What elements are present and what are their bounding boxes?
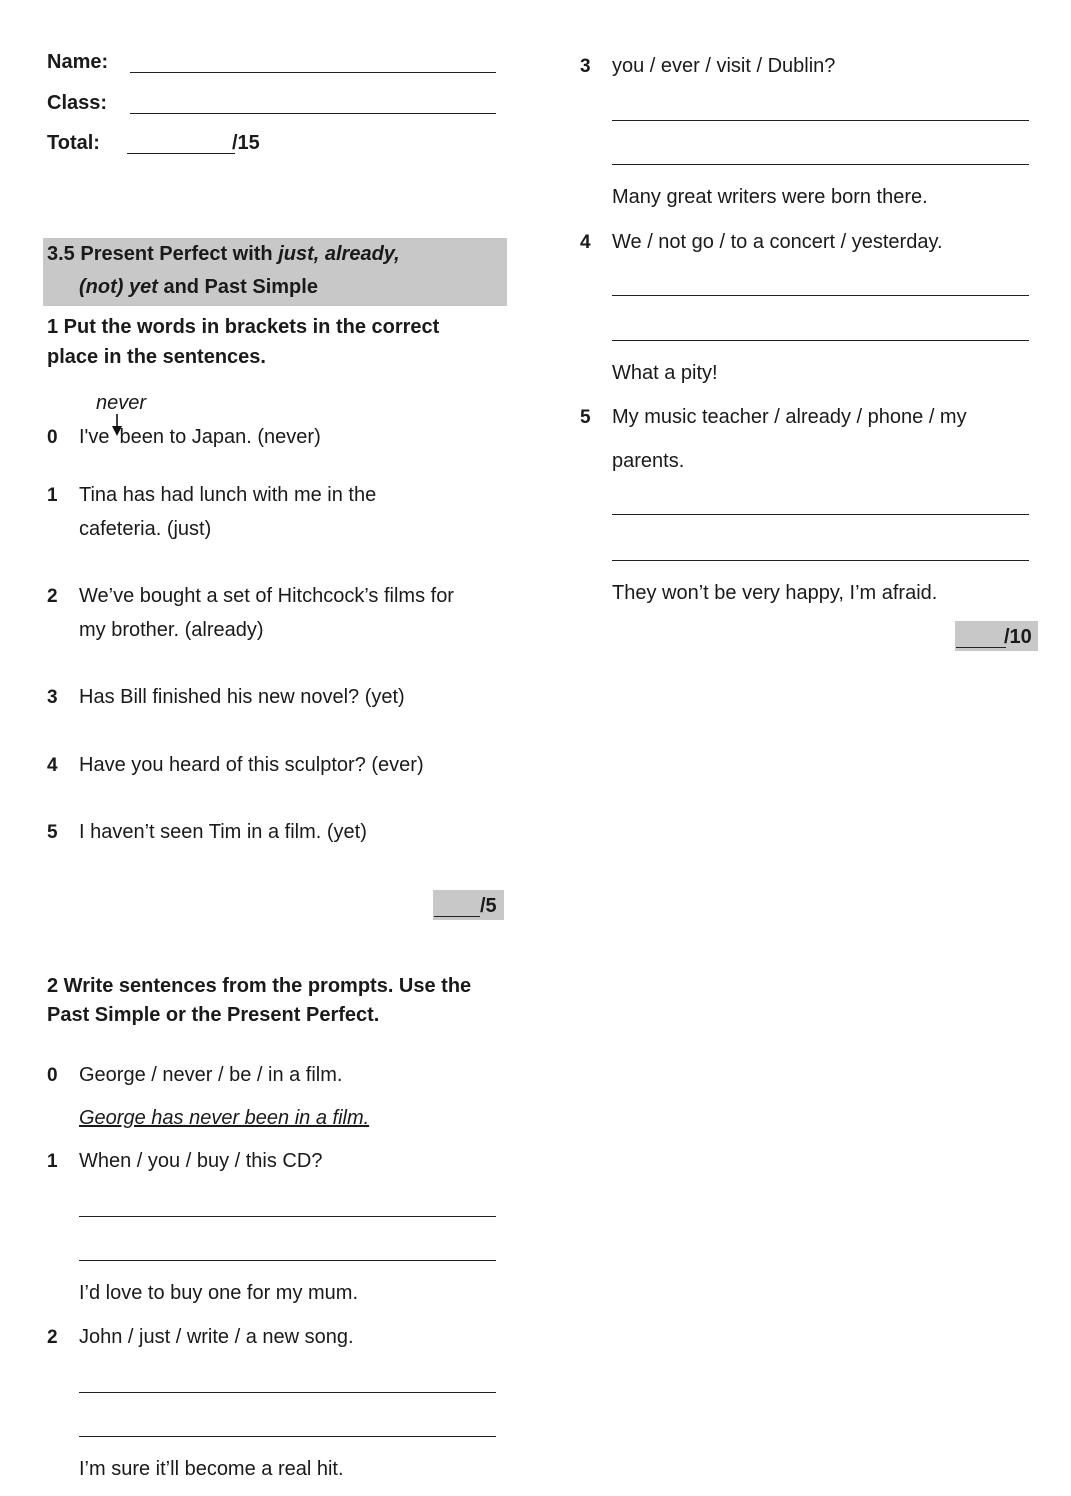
ex2-item-5-prompt-line1: My music teacher / already / phone / my	[612, 406, 967, 428]
ex2-item-1-answer-line1[interactable]	[79, 1216, 496, 1217]
ex2-item-5-answer-line2[interactable]	[612, 560, 1029, 561]
ex1-item-0-text: I've been to Japan. (never)	[79, 426, 321, 448]
ex2-item-4-prompt: We / not go / to a concert / yesterday.	[612, 231, 943, 253]
ex1-item-1-num: 1	[47, 485, 58, 506]
ex1-item-4-line1: Have you heard of this sculptor? (ever)	[79, 754, 424, 776]
class-field[interactable]	[130, 113, 496, 114]
ex2-item-3-followup: Many great writers were born there.	[612, 186, 928, 208]
ex2-item-4-answer-line1[interactable]	[612, 295, 1029, 296]
ex2-item-2-answer-line1[interactable]	[79, 1392, 496, 1393]
ex2-item-4-answer-line2[interactable]	[612, 340, 1029, 341]
ex2-item-0-answer: George has never been in a film.	[79, 1107, 370, 1129]
name-field[interactable]	[130, 72, 496, 73]
ex2-score: /10	[1004, 626, 1032, 648]
ex1-item-2-line1: We’ve bought a set of Hitchcock’s films for	[79, 585, 454, 607]
ex1-score-field[interactable]	[434, 916, 480, 917]
ex1-score: /5	[480, 895, 497, 917]
ex2-item-5-prompt-line2: parents.	[612, 450, 685, 472]
ex2-item-5-answer-line1[interactable]	[612, 514, 1029, 515]
ex1-item-5-line1: I haven’t seen Tim in a film. (yet)	[79, 821, 367, 843]
section-heading-line1: 3.5 Present Perfect with just, already,	[47, 243, 400, 265]
ex2-item-1-num: 1	[47, 1151, 58, 1172]
ex2-instruction-line1: 2 Write sentences from the prompts. Use the	[47, 975, 472, 997]
ex2-item-2-num: 2	[47, 1327, 58, 1348]
ex2-item-3-num: 3	[580, 56, 591, 77]
total-max: /15	[232, 132, 260, 154]
ex2-item-3-answer-line2[interactable]	[612, 164, 1029, 165]
ex2-item-5-num: 5	[580, 407, 591, 428]
ex1-item-4-num: 4	[47, 755, 58, 776]
example-insert-word: never	[96, 392, 147, 414]
ex2-score-field[interactable]	[956, 647, 1006, 648]
ex2-item-1-answer-line2[interactable]	[79, 1260, 496, 1261]
ex1-item-3-num: 3	[47, 687, 58, 708]
ex1-item-0-num: 0	[47, 427, 58, 448]
ex2-item-5-followup: They won’t be very happy, I’m afraid.	[612, 582, 938, 604]
ex2-item-0-num: 0	[47, 1065, 58, 1086]
ex1-item-3-line1: Has Bill finished his new novel? (yet)	[79, 686, 405, 708]
ex2-item-4-num: 4	[580, 232, 591, 253]
name-label: Name:	[47, 51, 109, 73]
ex1-item-2-num: 2	[47, 586, 58, 607]
section-heading-line2: (not) yet and Past Simple	[79, 276, 318, 298]
ex2-item-0-prompt: George / never / be / in a film.	[79, 1064, 343, 1086]
ex1-item-2-line2: my brother. (already)	[79, 619, 264, 641]
ex2-item-2-followup: I’m sure it’ll become a real hit.	[79, 1458, 344, 1480]
ex2-item-4-followup: What a pity!	[612, 362, 718, 384]
ex2-item-1-prompt: When / you / buy / this CD?	[79, 1150, 323, 1172]
ex2-item-3-prompt: you / ever / visit / Dublin?	[612, 55, 836, 77]
total-field[interactable]	[127, 153, 235, 154]
ex2-item-1-followup: I’d love to buy one for my mum.	[79, 1282, 359, 1304]
class-label: Class:	[47, 92, 108, 114]
ex1-item-5-num: 5	[47, 822, 58, 843]
ex2-item-2-answer-line2[interactable]	[79, 1436, 496, 1437]
ex2-instruction-line2: Past Simple or the Present Perfect.	[47, 1004, 380, 1026]
ex1-instruction-line2: place in the sentences.	[47, 346, 266, 368]
total-label: Total:	[47, 132, 100, 154]
ex2-item-2-prompt: John / just / write / a new song.	[79, 1326, 354, 1348]
ex2-item-3-answer-line1[interactable]	[612, 120, 1029, 121]
ex1-instruction-line1: 1 Put the words in brackets in the correct	[47, 316, 440, 338]
ex1-item-1-line1: Tina has had lunch with me in the	[79, 484, 377, 506]
ex1-item-1-line2: cafeteria. (just)	[79, 518, 212, 540]
